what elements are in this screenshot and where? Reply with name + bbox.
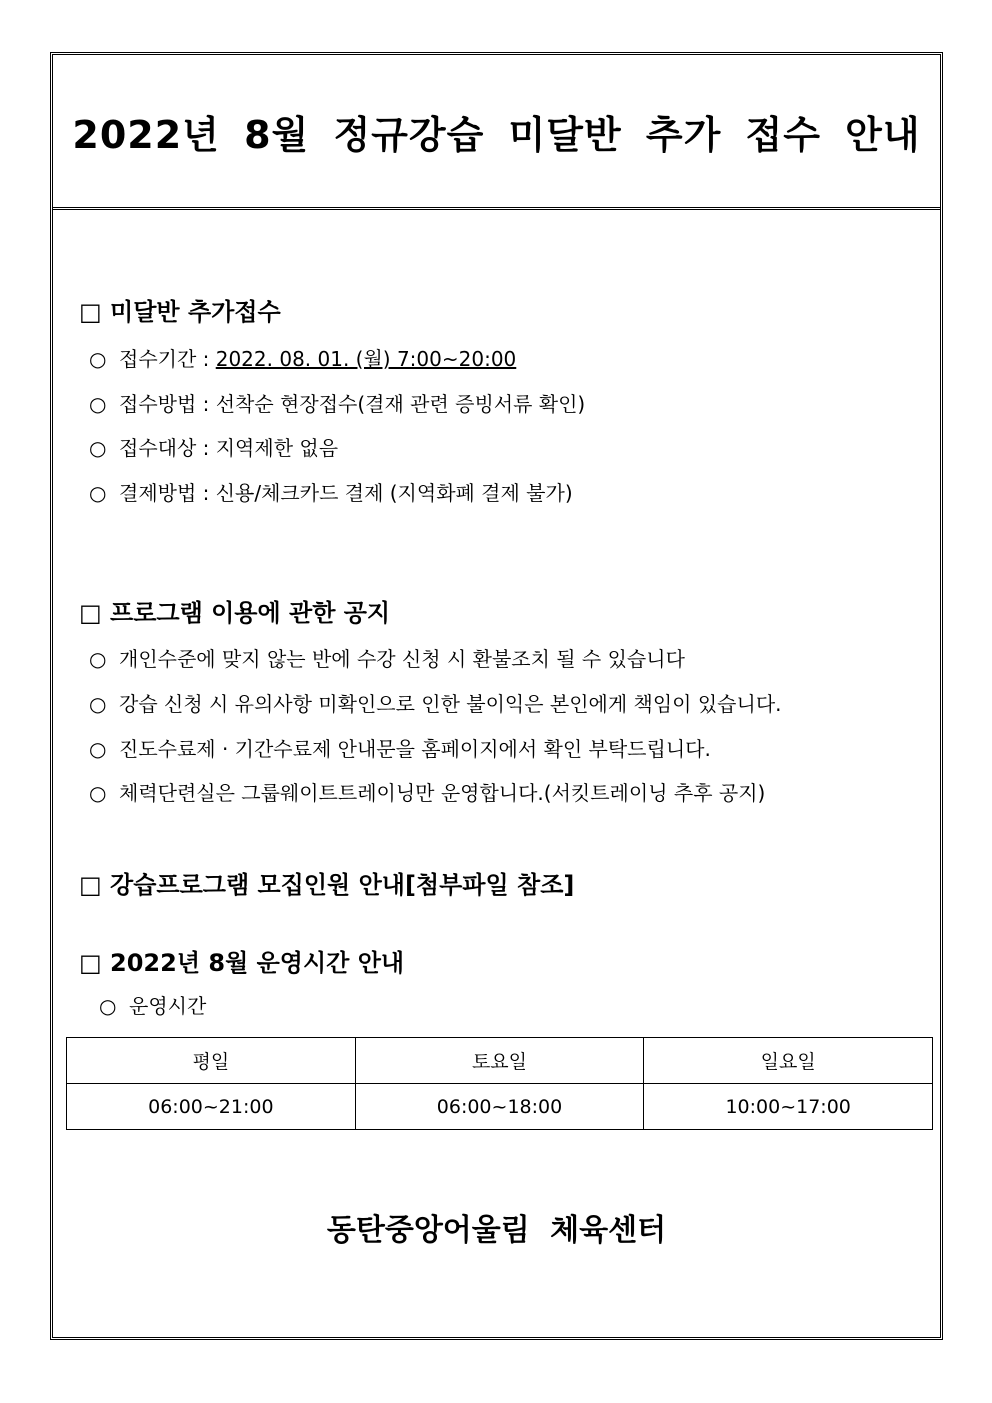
- circle-bullet-icon: ○: [89, 347, 107, 371]
- list-item: [89, 477, 573, 506]
- table-header-sunday: 일요일: [644, 1038, 933, 1084]
- circle-bullet-icon: ○: [89, 737, 107, 761]
- table-cell-weekday: 06:00~21:00: [67, 1084, 356, 1130]
- item-text: 개인수준에 맞지 않는 반에 수강 신청 시 환불조치 될 수 있습니다: [119, 647, 685, 671]
- list-item: [89, 343, 516, 372]
- item-value: 선착순 현장접수(결재 관련 증빙서류 확인): [215, 392, 586, 416]
- list-item: [89, 688, 782, 717]
- list-item: [89, 643, 685, 672]
- table-cell-sunday: 10:00~17:00: [644, 1084, 933, 1130]
- list-item: [89, 432, 338, 461]
- circle-bullet-icon: ○: [89, 481, 107, 505]
- table-header-row: [67, 1038, 933, 1084]
- item-label: 결제방법 :: [119, 481, 216, 505]
- list-item: [89, 733, 711, 762]
- title-box: [53, 55, 940, 210]
- circle-bullet-icon: ○: [89, 647, 107, 671]
- circle-bullet-icon: ○: [89, 436, 107, 460]
- list-item: [89, 777, 765, 806]
- item-text: 강습 신청 시 유의사항 미확인으로 인한 불이익은 본인에게 책임이 있습니다.: [119, 692, 782, 716]
- item-text: 운영시간: [129, 994, 207, 1018]
- circle-bullet-icon: ○: [89, 781, 107, 805]
- table-row: [67, 1084, 933, 1130]
- item-text: 체력단련실은 그룹웨이트트레이닝만 운영합니다.(서킷트레이닝 추후 공지): [119, 781, 766, 805]
- section-heading-program-notice: □ 프로그램 이용에 관한 공지: [79, 599, 391, 627]
- item-label: 접수대상 :: [119, 436, 216, 460]
- section-heading-recruitment: □ 강습프로그램 모집인원 안내[첨부파일 참조]: [79, 871, 575, 899]
- section-heading-extra-registration: □ 미달반 추가접수: [79, 298, 281, 326]
- document-title: 2022년 8월 정규강습 미달반 추가 접수 안내: [72, 112, 921, 157]
- section-heading-operating-hours: □ 2022년 8월 운영시간 안내: [79, 949, 405, 977]
- circle-bullet-icon: ○: [89, 392, 107, 416]
- operating-hours-table: [66, 1037, 933, 1130]
- list-item: [99, 990, 206, 1019]
- table-header-weekday: 평일: [67, 1038, 356, 1084]
- item-label: 접수기간 :: [119, 347, 216, 371]
- document-frame: [50, 52, 943, 1340]
- circle-bullet-icon: ○: [99, 994, 117, 1018]
- item-text: 진도수료제 · 기간수료제 안내문을 홈페이지에서 확인 부탁드립니다.: [119, 737, 711, 761]
- item-label: 접수방법 :: [119, 392, 216, 416]
- table-header-saturday: 토요일: [355, 1038, 644, 1084]
- table-cell-saturday: 06:00~18:00: [355, 1084, 644, 1130]
- item-value: 신용/체크카드 결제 (지역화폐 결제 불가): [215, 481, 573, 505]
- list-item: [89, 388, 585, 417]
- item-value: 2022. 08. 01. (월) 7:00~20:00: [215, 347, 517, 371]
- circle-bullet-icon: ○: [89, 692, 107, 716]
- organization-name: 동탄중앙어울림 체육센터: [326, 1213, 667, 1248]
- item-value: 지역제한 없음: [215, 436, 339, 460]
